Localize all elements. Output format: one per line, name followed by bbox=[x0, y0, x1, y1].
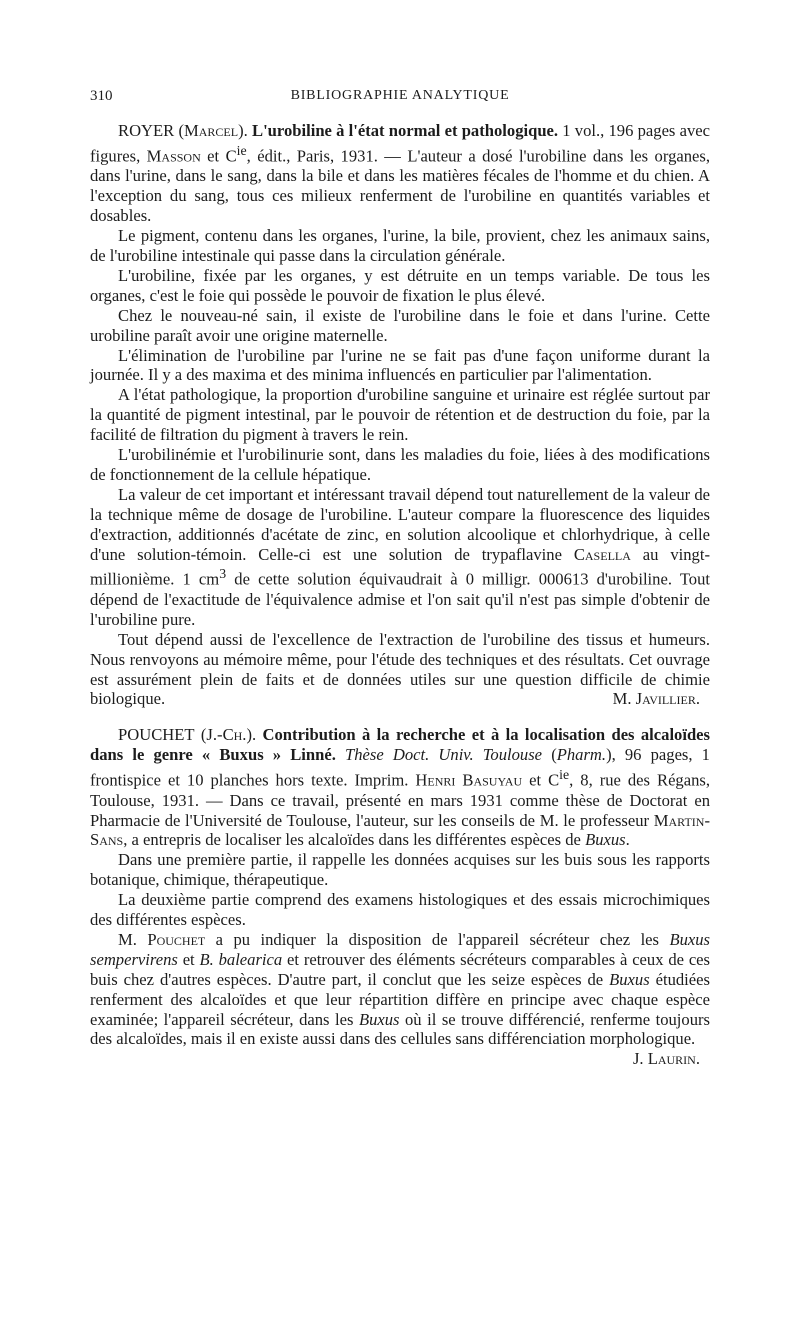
author-surname: POUCHET bbox=[118, 725, 195, 745]
reviewer-signature: M. Javillier. bbox=[612, 689, 700, 709]
page-number: 310 bbox=[90, 88, 113, 104]
review-text: , a entrepris de localiser les alcaloïdes dans les différentes espèces de bbox=[123, 830, 586, 850]
author-paren-open: (J.- bbox=[200, 725, 223, 745]
review-text: M. bbox=[118, 929, 148, 949]
company-name: Casella bbox=[573, 544, 631, 564]
review-paragraph: A l'état pathologique, la proportion d'urobiline sanguine et urinaire est réglée surtout par la quantité de pigment intestinal, par le pouvoir de rétention et de destruction du foie, par la facilité de filtration du pigment à travers le rein. bbox=[90, 385, 710, 445]
review-paragraph: L'urobilinémie et l'urobilinurie sont, dans les maladies du foie, liées à des modifications de fonctionnement de la cellule hépatique. bbox=[90, 445, 710, 484]
page-body bbox=[90, 121, 710, 1069]
review-text: étudiées renferment des alcaloïdes et que leur répartition diffère en principe avec chaque espèce examinée; l'appareil sécréteur, dans les bbox=[90, 969, 710, 1029]
thesis-field: Pharm. bbox=[556, 745, 607, 765]
review-paragraph: Dans une première partie, il rappelle les données acquises sur les buis sous les rapports botanique, chimique, thérapeutique. bbox=[90, 850, 710, 890]
citation-text: ), 96 pages, 1 frontispice et 10 planches hors texte. Imprim. bbox=[90, 745, 710, 790]
citation-text: et C bbox=[200, 146, 237, 166]
entry-citation bbox=[90, 725, 710, 850]
entry-citation bbox=[90, 121, 710, 226]
review-text: au vingt-millionième. 1 cm bbox=[90, 544, 710, 589]
review-text: et retrouver des éléments sécréteurs comparables à ceux de ces buis chez d'autres espèces. D'autre part, il conclut que les seize espèces de bbox=[90, 949, 711, 989]
thesis-label: Thèse Doct. Univ. Toulouse bbox=[345, 745, 543, 765]
citation-superscript: ie bbox=[559, 767, 570, 783]
genus-name: Buxus bbox=[585, 830, 626, 850]
citation-text: 1 vol., 196 pages avec figures, bbox=[90, 121, 710, 166]
page-header bbox=[90, 88, 710, 110]
author-paren-close: ). bbox=[246, 725, 257, 745]
review-paragraph: Le pigment, contenu dans les organes, l'urine, la bile, provient, chez les animaux sains, de l'urobiline intestinale qui passe dans la circulation générale. bbox=[90, 226, 710, 265]
review-text: a pu indiquer la disposition de l'appareil sécréteur chez les bbox=[205, 929, 670, 949]
review-text: . bbox=[625, 830, 630, 850]
author-firstname: Marcel bbox=[184, 121, 239, 140]
review-entry-royer bbox=[90, 121, 710, 709]
professor-name: Martin-Sans bbox=[90, 810, 710, 850]
author-surname: ROYER bbox=[118, 121, 175, 140]
review-paragraph: L'élimination de l'urobiline par l'urine ne se fait pas d'une façon uniforme durant la journée. Il y a des maxima et des minima influencés en particulier par l'alimentation. bbox=[90, 345, 710, 385]
review-paragraph bbox=[90, 630, 710, 710]
review-paragraph bbox=[90, 485, 710, 630]
genus-name: Buxus bbox=[609, 969, 650, 989]
publisher-name: Masson bbox=[146, 146, 201, 166]
work-title: Contribution à la recherche et à la localisation des alcaloïdes dans le genre « Buxus » Linné. bbox=[90, 725, 711, 765]
review-text: La valeur de cet important et intéressant travail dépend tout naturellement de la valeur de la technique même de dosage de l'urobiline. L'auteur compare la fluorescence des liquides d'extraction, additionnés d'acétate de zinc, en solution alcoolique et chlorhydrique, à celle d'une solution-témoin. Celle-ci est une solution de trypaflavine bbox=[90, 484, 710, 564]
review-text: où il se trouve différencié, renferme toujours des alcaloïdes, mais il en existe aussi dans des cellules sans différenciation morphologique. bbox=[90, 1009, 710, 1049]
review-text: Tout dépend aussi de l'excellence de l'extraction de l'urobiline des tissus et humeurs. Nous renvoyons au mémoire même, pour l'étude des techniques et des résultats. Cet ouvrage est assurément plein de faits et de données utiles sur une question difficile de chimie biologique. bbox=[90, 629, 710, 709]
review-text: , 8, rue des Régans, Toulouse, 1931. — Dans ce travail, présenté en mars 1931 comme thèse de Doctorat en Pharmacie de l'Université de Toulouse, l'auteur, sur les conseils de M. le professeur bbox=[90, 770, 710, 830]
genus-name: Buxus bbox=[358, 1009, 400, 1029]
review-paragraph bbox=[90, 929, 711, 1069]
species-name: Buxus sempervirens bbox=[90, 929, 710, 969]
species-name: B. balearica bbox=[199, 949, 283, 969]
author-reference: Pouchet bbox=[147, 929, 206, 949]
printer-name: Henri Basuyau bbox=[415, 770, 523, 790]
running-title: BIBLIOGRAPHIE ANALYTIQUE bbox=[290, 88, 510, 103]
review-paragraph: La deuxième partie comprend des examens histologiques et des essais microchimiques des différentes espèces. bbox=[90, 890, 710, 930]
review-text: et bbox=[177, 949, 200, 969]
review-text: , édit., Paris, 1931. — L'auteur a dosé l'urobiline dans les organes, dans l'urine, dans le sang, dans la bile et dans les matières fécales de l'homme et du chien. A l'exception du sang, tous ces milieux renferment de l'urobiline en quantités variables et dosables. bbox=[90, 146, 711, 226]
citation-text: ( bbox=[542, 745, 557, 765]
author-paren-open: ( bbox=[178, 121, 184, 140]
author-firstname: Ch. bbox=[222, 725, 247, 745]
review-text: de cette solution équivaudrait à 0 milligr. 000613 d'urobiline. Tout dépend de l'exactitude de l'équivalence admise et l'on sait qu'il n'est pas simple d'obtenir de l'urobiline pure. bbox=[90, 570, 710, 629]
review-paragraph: L'urobiline, fixée par les organes, y est détruite en un temps variable. De tous les organes, c'est le foie qui possède le pouvoir de fixation le plus élevé. bbox=[90, 265, 710, 305]
work-title: L'urobiline à l'état normal et pathologique. bbox=[252, 121, 559, 140]
author-paren-close: ). bbox=[238, 121, 248, 140]
reviewer-signature: J. Laurin. bbox=[632, 1049, 700, 1069]
citation-superscript: ie bbox=[236, 142, 247, 158]
review-paragraph: Chez le nouveau-né sain, il existe de l'urobiline dans le foie et dans l'urine. Cette urobiline paraît avoir une origine maternelle. bbox=[90, 305, 710, 345]
unit-superscript: 3 bbox=[219, 566, 227, 582]
citation-text: et C bbox=[522, 770, 560, 790]
review-entry-pouchet bbox=[90, 725, 711, 1069]
